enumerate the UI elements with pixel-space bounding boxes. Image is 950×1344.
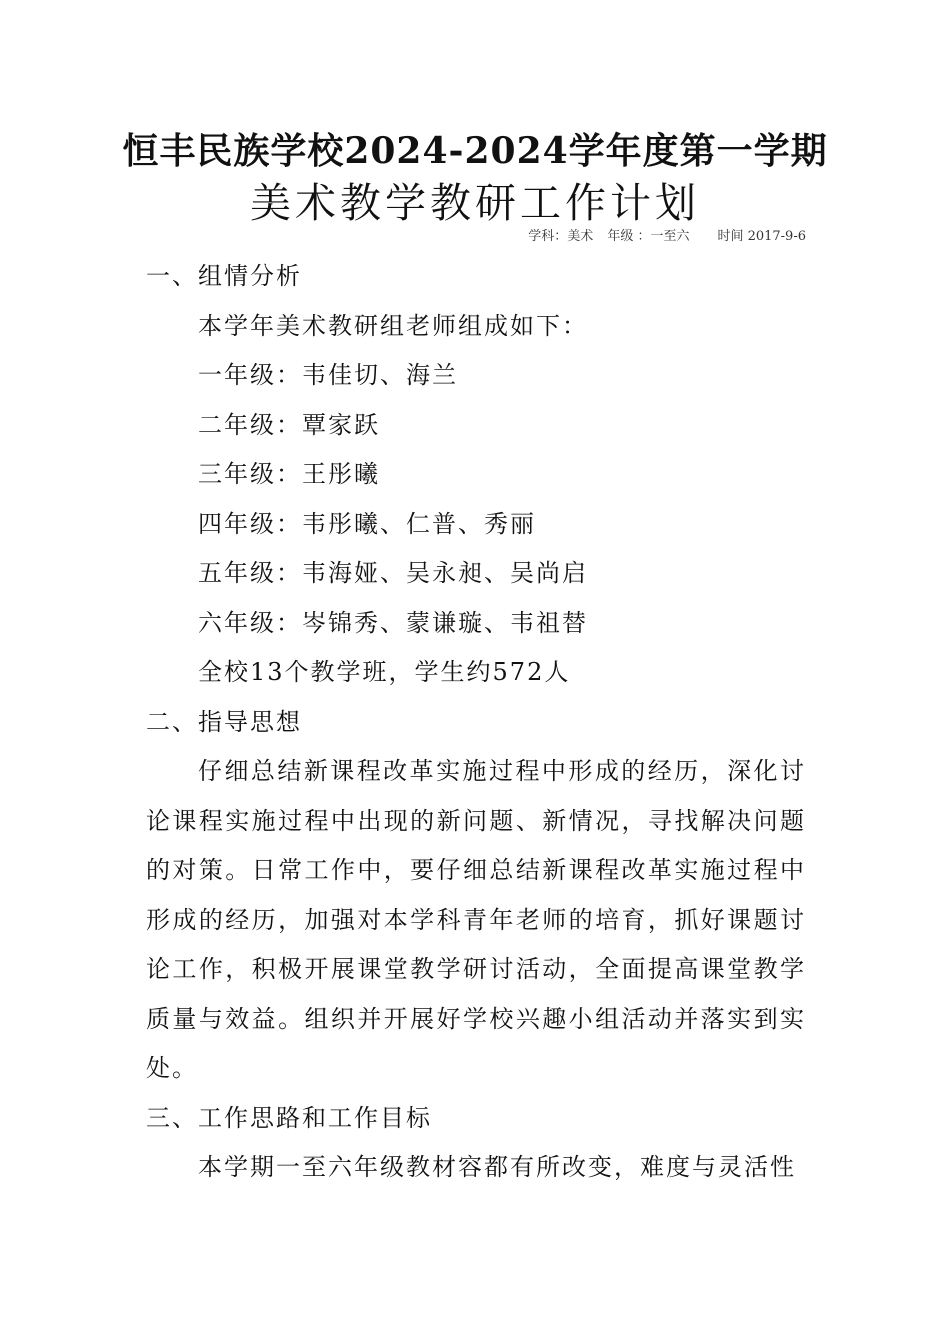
section-heading-2: 二、指导思想 (146, 707, 302, 736)
meta-date: 时间 2017-9-6 (717, 229, 806, 244)
grade-line-4: 四年级：韦彤曦、仁普、秀丽 (198, 509, 536, 538)
section1-intro: 本学年美术教研组老师组成如下： (198, 311, 588, 340)
document-meta (528, 228, 806, 246)
document-title-line2: 美术教学教研工作计划 (250, 179, 700, 227)
section2-paragraph: 仔细总结新课程改革实施过程中形成的经历，深化讨论课程实施过程中出现的新问题、新情况，寻找解决问题的对策。日常工作中，要仔细总结新课程改革实施过程中形成的经历，加强对本学科青年老师的培育，抓好课题讨论工作，积极开展课堂教学研讨活动，全面提高课堂教学质量与效益。组织并开展好学校兴趣小组活动并落实到实处。 (146, 757, 806, 1082)
document-title-line1: 恒丰民族学校2024-2024学年度第一学期 (122, 130, 828, 172)
grade-line-2: 二年级：覃家跃 (198, 410, 380, 439)
section-heading-1: 一、组情分析 (146, 262, 302, 290)
document-body (146, 252, 806, 1193)
section3-paragraph: 本学期一至六年级教材容都有所改变，难度与灵活性 (198, 1153, 796, 1181)
grade-line-5: 五年级：韦海娅、吴永昶、吴尚启 (198, 559, 588, 587)
grade-line-3: 三年级：王彤曦 (198, 460, 380, 488)
grade-line-1: 一年级：韦佳切、海兰 (198, 361, 458, 389)
grade-line-6: 六年级：岑锦秀、蒙谦璇、韦祖替 (198, 608, 588, 637)
section-heading-3: 三、工作思路和工作目标 (146, 1103, 432, 1132)
section1-summary: 全校13个教学班，学生约572人 (198, 658, 571, 686)
meta-grade: 年级 ：一至六 (607, 229, 690, 244)
meta-subject: 学科：美术 (528, 229, 594, 244)
